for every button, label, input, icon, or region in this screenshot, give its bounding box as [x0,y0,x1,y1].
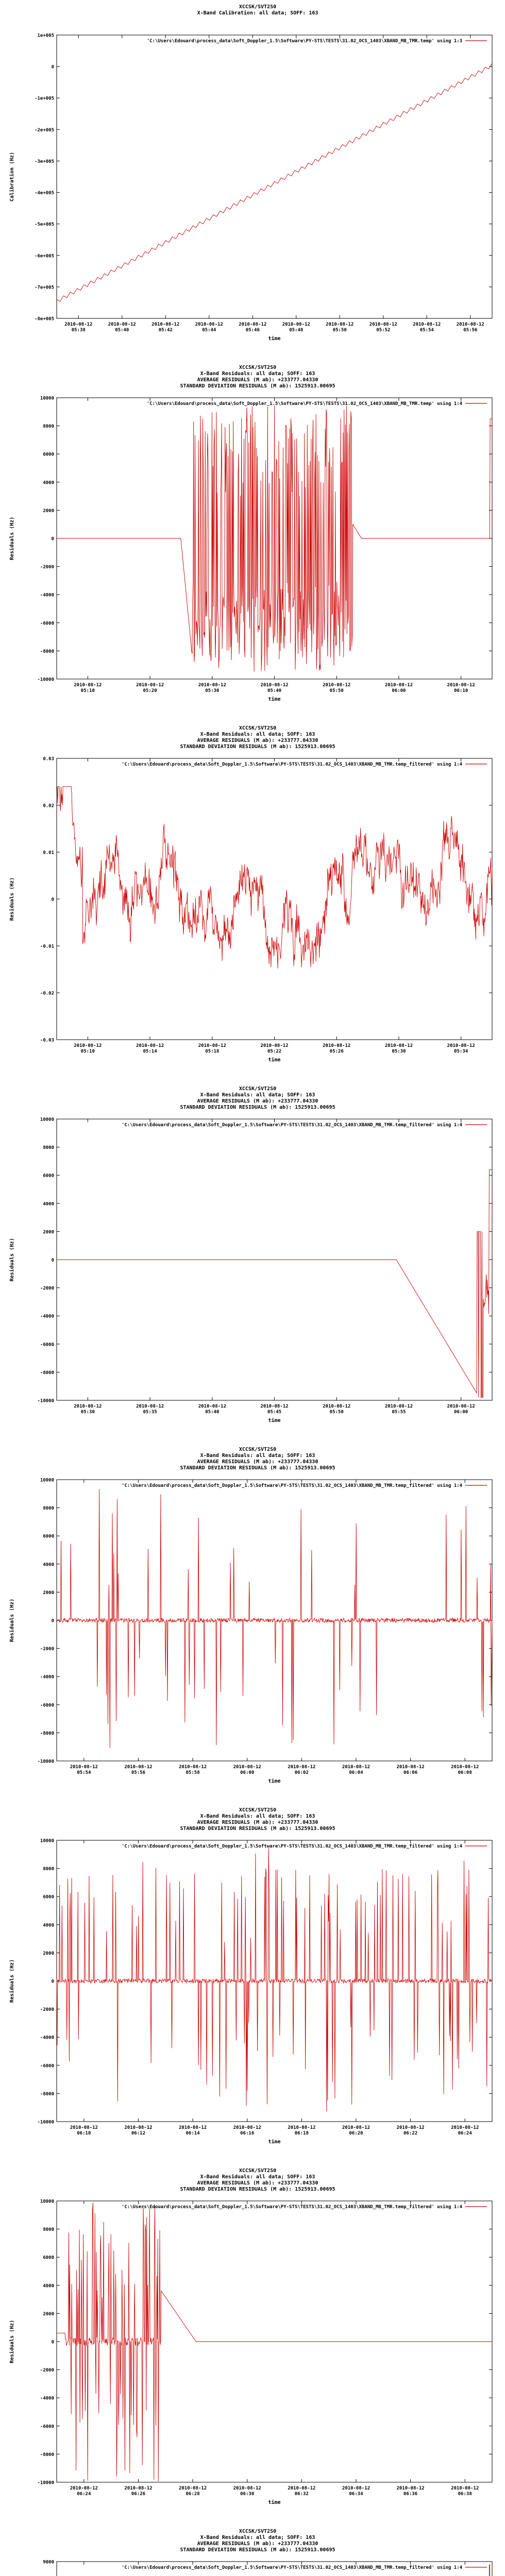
x-tick-label: 06:24 [458,2131,472,2136]
x-tick-label: 05:44 [202,328,216,333]
chart-panel-5 [0,1443,505,1803]
x-tick-label: 2010-08-12 [136,1404,164,1409]
x-tick-label: 05:40 [205,1410,220,1415]
x-tick-label: 2010-08-12 [178,2486,207,2491]
series-line [57,787,492,969]
x-tick-label: 2010-08-12 [260,1404,289,1409]
series-line [57,1848,492,2111]
x-tick-label: 2010-08-12 [396,2125,425,2130]
y-tick-label: 0 [51,64,54,70]
plot-frame [57,758,492,1040]
x-tick-label: 05:54 [419,328,434,333]
y-tick-label: 6000 [43,2255,54,2261]
chart-title-line: AVERAGE RESIDUALS (M ab): +233777.04330 [197,738,318,743]
y-tick-label: -6000 [40,2063,54,2069]
y-tick-label: 0.02 [43,803,54,809]
y-tick-label: -5e+005 [35,222,54,228]
x-tick-label: 05:10 [80,1049,95,1054]
x-tick-label: 2010-08-12 [74,1404,102,1409]
y-tick-label: -4e+005 [35,191,54,196]
chart-title-line: STANDARD DEVIATION RESIDUALS (M ab): 1525913.00695 [180,383,335,389]
chart-title-line: STANDARD DEVIATION RESIDUALS (M ab): 1525913.00695 [180,2547,335,2553]
x-tick-label: 06:20 [349,2131,363,2136]
y-tick-label: -6000 [40,1342,54,1348]
x-tick-label: 06:30 [240,2492,255,2497]
y-axis-label: Residuals (Hz) [9,1598,15,1642]
y-tick-label: 8000 [43,1867,54,1872]
x-tick-label: 05:50 [332,328,347,333]
chart-panel-6 [0,1803,505,2164]
chart-title-line: XCCSK/SVT2S0 [239,1807,277,1813]
chart-title-line: AVERAGE RESIDUALS (M ab): +233777.04330 [197,377,318,383]
x-tick-label: 2010-08-12 [288,1765,316,1770]
plot-frame [57,35,492,318]
plot-frame [57,1480,492,1761]
y-tick-label: 2000 [43,1951,54,1956]
y-tick-label: 8000 [43,1506,54,1512]
x-tick-label: 05:56 [131,1770,145,1775]
y-tick-label: 10000 [40,1478,54,1483]
y-tick-label: -4000 [40,1314,54,1319]
x-tick-label: 06:02 [294,1770,309,1775]
legend-label: 'C:\Users\Edouard\process_data\Soft_Doppler_1.5\Software\PY-STS\TESTS\31.02_OCS_1403\XBAND_MB_TMR.temp_filtered' using 1:4 [121,2565,462,2570]
x-tick-label: 2010-08-12 [384,1043,413,1048]
y-tick-label: 0.03 [43,756,54,762]
x-tick-label: 2010-08-12 [74,683,102,688]
x-tick-label: 05:14 [143,1049,157,1054]
y-tick-label: -8000 [40,1731,54,1736]
x-tick-label: 2010-08-12 [260,683,289,688]
x-tick-label: 05:58 [186,1770,200,1775]
y-tick-label: 2000 [43,508,54,514]
chart-title-line: X-Band Calibration: all data; SOFF: 163 [197,10,318,16]
y-tick-label: -7e+005 [35,285,54,291]
x-tick-label: 2010-08-12 [396,2486,425,2491]
x-tick-label: 2010-08-12 [74,1043,102,1048]
chart-title-line: STANDARD DEVIATION RESIDUALS (M ab): 1525913.00695 [180,1826,335,1832]
x-tick-label: 2010-08-12 [282,322,310,327]
x-axis-label: time [268,1778,281,1784]
x-tick-label: 06:10 [454,688,468,693]
y-tick-label: 2000 [43,1229,54,1235]
x-tick-label: 06:32 [294,2492,309,2497]
x-tick-label: 2010-08-12 [369,322,397,327]
y-axis-label: Residuals (Hz) [9,877,15,921]
y-tick-label: -4000 [40,2035,54,2041]
x-axis-label: time [268,697,281,702]
x-tick-label: 06:06 [403,1770,418,1775]
chart-title-line: XCCSK/SVT2S0 [239,1447,277,1452]
x-tick-label: 2010-08-12 [195,322,223,327]
x-tick-label: 2010-08-12 [288,2486,316,2491]
x-tick-label: 05:40 [267,688,282,693]
chart-title-line: AVERAGE RESIDUALS (M ab): +233777.04330 [197,1459,318,1465]
y-tick-label: 1e+005 [37,33,54,39]
x-tick-label: 2010-08-12 [70,1765,98,1770]
chart-title-line: STANDARD DEVIATION RESIDUALS (M ab): 1525913.00695 [180,2187,335,2192]
y-tick-label: -10000 [37,2480,54,2486]
y-tick-label: -4000 [40,592,54,598]
x-tick-label: 06:12 [131,2131,145,2136]
legend-label: 'C:\Users\Edouard\process_data\Soft_Doppler_1.5\Software\PY-STS\TESTS\31.02_OCS_1403\XBAND_MB_TMR.temp' using 1:3 [146,39,462,44]
legend-label: 'C:\Users\Edouard\process_data\Soft_Doppler_1.5\Software\PY-STS\TESTS\31.02_OCS_1403\XBAND_MB_TMR.temp_filtered' using 1:4 [121,1123,462,1128]
x-tick-label: 2010-08-12 [136,683,164,688]
y-axis-label: Residuals (Hz) [9,1238,15,1282]
legend-label: 'C:\Users\Edouard\process_data\Soft_Doppler_1.5\Software\PY-STS\TESTS\31.02_OCS_1403\XBAND_MB_TMR.temp_filtered' using 1:4 [121,762,462,767]
x-tick-label: 2010-08-12 [70,2125,98,2130]
x-tick-label: 2010-08-12 [451,1765,479,1770]
y-tick-label: -6000 [40,621,54,626]
chart-title-line: AVERAGE RESIDUALS (M ab): +233777.04330 [197,2541,318,2547]
y-axis-label: Calibration (Hz) [9,151,15,202]
x-tick-label: 2010-08-12 [260,1043,289,1048]
y-tick-label: 0 [51,2340,54,2345]
x-tick-label: 05:40 [115,328,129,333]
y-tick-label: 4000 [43,480,54,486]
y-tick-label: 8000 [43,424,54,430]
x-tick-label: 05:30 [392,1049,406,1054]
y-tick-label: -8000 [40,649,54,654]
y-axis-label: Residuals (Hz) [9,516,15,561]
x-tick-label: 05:26 [329,1049,344,1054]
y-tick-label: 10000 [40,1838,54,1844]
chart-title-line: XCCSK/SVT2S0 [239,1086,277,1092]
x-tick-label: 05:50 [329,688,344,693]
x-tick-label: 05:56 [463,328,478,333]
x-tick-label: 06:22 [403,2131,418,2136]
chart-title-line: XCCSK/SVT2S0 [239,365,277,370]
x-tick-label: 06:38 [458,2492,472,2497]
y-tick-label: -4000 [40,1674,54,1680]
x-axis-label: time [268,336,281,342]
y-tick-label: -10000 [37,1759,54,1765]
x-tick-label: 05:35 [143,1410,157,1415]
chart-panel-2 [0,361,505,721]
y-tick-label: 0 [51,897,54,903]
x-tick-label: 2010-08-12 [447,683,475,688]
y-tick-label: -8000 [40,1370,54,1376]
x-tick-label: 06:26 [131,2492,145,2497]
x-tick-label: 2010-08-12 [124,1765,153,1770]
x-tick-label: 06:36 [403,2492,418,2497]
y-tick-label: 4000 [43,1201,54,1207]
series-line [57,1170,492,1397]
x-tick-label: 05:20 [143,688,157,693]
chart-title-line: X-Band Residuals: all data; SOFF: 163 [200,732,315,737]
x-axis-label: time [268,2139,281,2145]
y-tick-label: 4000 [43,2283,54,2289]
y-tick-label: 2000 [43,2311,54,2317]
x-tick-label: 05:54 [77,1770,91,1775]
x-tick-label: 05:38 [71,328,86,333]
y-tick-label: 4000 [43,1562,54,1568]
x-tick-label: 2010-08-12 [447,1043,475,1048]
x-tick-label: 06:00 [454,1410,468,1415]
y-tick-label: 6000 [43,1534,54,1539]
x-tick-label: 05:30 [80,1410,95,1415]
x-tick-label: 2010-08-12 [384,683,413,688]
y-tick-label: -6e+005 [35,253,54,259]
x-tick-label: 2010-08-12 [233,2125,261,2130]
legend-label: 'C:\Users\Edouard\process_data\Soft_Doppler_1.5\Software\PY-STS\TESTS\31.02_OCS_1403\XBAND_MB_TMR.temp_filtered' using 1:4 [121,2205,462,2210]
y-tick-label: -10000 [37,677,54,683]
x-tick-label: 2010-08-12 [413,322,441,327]
x-tick-label: 2010-08-12 [70,2486,98,2491]
x-tick-label: 2010-08-12 [323,683,351,688]
y-tick-label: -2e+005 [35,127,54,133]
x-tick-label: 05:50 [329,1410,344,1415]
x-tick-label: 06:04 [349,1770,363,1775]
x-tick-label: 05:45 [267,1410,282,1415]
series-line [57,63,492,301]
y-tick-label: -4000 [40,2396,54,2401]
x-tick-label: 06:14 [186,2131,200,2136]
x-tick-label: 05:34 [454,1049,468,1054]
y-tick-label: -0.02 [40,991,54,996]
x-tick-label: 06:24 [77,2492,91,2497]
chart-title-line: AVERAGE RESIDUALS (M ab): +233777.04330 [197,2180,318,2186]
chart-title-line: STANDARD DEVIATION RESIDUALS (M ab): 1525913.00695 [180,1465,335,1471]
x-tick-label: 06:08 [458,1770,472,1775]
x-tick-label: 06:00 [392,688,406,693]
legend-label: 'C:\Users\Edouard\process_data\Soft_Doppler_1.5\Software\PY-STS\TESTS\31.02_OCS_1403\XBAND_MB_TMR.temp_filtered' using 1:4 [121,1483,462,1488]
y-tick-label: 9000 [43,2560,54,2565]
x-tick-label: 2010-08-12 [288,2125,316,2130]
series-line [57,2202,492,2481]
x-tick-label: 2010-08-12 [108,322,136,327]
x-tick-label: 2010-08-12 [233,2486,261,2491]
y-tick-label: -2000 [40,565,54,570]
x-tick-label: 2010-08-12 [198,1404,226,1409]
x-tick-label: 2010-08-12 [124,2125,153,2130]
y-tick-label: 0 [51,1258,54,1263]
chart-title-line: XCCSK/SVT2S0 [239,2168,277,2174]
x-tick-label: 2010-08-12 [178,2125,207,2130]
y-tick-label: 0 [51,536,54,542]
x-tick-label: 05:30 [205,688,220,693]
x-tick-label: 06:34 [349,2492,363,2497]
x-tick-label: 2010-08-12 [342,2125,371,2130]
y-tick-label: -3e+005 [35,159,54,164]
x-tick-label: 05:48 [289,328,304,333]
x-tick-label: 06:28 [186,2492,200,2497]
x-tick-label: 05:42 [158,328,173,333]
y-tick-label: 0 [51,1979,54,1985]
y-tick-label: -8000 [40,2091,54,2097]
legend-label: 'C:\Users\Edouard\process_data\Soft_Doppler_1.5\Software\PY-STS\TESTS\31.02_OCS_1403\XBAND_MB_TMR.temp_filtered' using 1:4 [121,1844,462,1849]
chart-title-line: X-Band Residuals: all data; SOFF: 163 [200,1453,315,1459]
x-tick-label: 06:16 [240,2131,255,2136]
y-tick-label: -10000 [37,1398,54,1404]
x-tick-label: 2010-08-12 [178,1765,207,1770]
y-tick-label: 6000 [43,1894,54,1900]
y-tick-label: -8000 [40,2452,54,2458]
chart-title-line: X-Band Residuals: all data; SOFF: 163 [200,1814,315,1819]
y-tick-label: -8e+005 [35,316,54,322]
y-tick-label: -10000 [37,2120,54,2125]
x-tick-label: 05:52 [376,328,391,333]
x-tick-label: 05:46 [245,328,260,333]
x-tick-label: 2010-08-12 [396,1765,425,1770]
y-tick-label: 8000 [43,1145,54,1151]
x-tick-label: 2010-08-12 [323,1404,351,1409]
y-tick-label: -0.03 [40,1038,54,1043]
chart-title-line: STANDARD DEVIATION RESIDUALS (M ab): 1525913.00695 [180,744,335,750]
chart-title-line: STANDARD DEVIATION RESIDUALS (M ab): 1525913.00695 [180,1105,335,1110]
y-tick-label: 8000 [43,2227,54,2233]
legend-label: 'C:\Users\Edouard\process_data\Soft_Doppler_1.5\Software\PY-STS\TESTS\31.02_OCS_1403\XBAND_MB_TMR.temp' using 1:4 [146,401,462,406]
x-tick-label: 2010-08-12 [198,683,226,688]
x-tick-label: 2010-08-12 [64,322,93,327]
y-tick-label: 10000 [40,396,54,401]
x-tick-label: 2010-08-12 [326,322,354,327]
y-tick-label: -2000 [40,2007,54,2013]
chart-title-line: X-Band Residuals: all data; SOFF: 163 [200,2174,315,2180]
x-tick-label: 06:00 [240,1770,255,1775]
y-tick-label: -6000 [40,2424,54,2430]
y-tick-label: -2000 [40,1647,54,1652]
chart-title-line: X-Band Residuals: all data; SOFF: 163 [200,2535,315,2540]
x-tick-label: 2010-08-12 [198,1043,226,1048]
y-tick-label: 10000 [40,1117,54,1123]
chart-title-line: AVERAGE RESIDUALS (M ab): +233777.04330 [197,1098,318,1104]
y-tick-label: 2000 [43,1590,54,1596]
chart-panel-4 [0,1082,505,1443]
x-axis-label: time [268,2500,281,2505]
y-tick-label: -6000 [40,1703,54,1708]
chart-panel-7 [0,2164,505,2524]
x-tick-label: 2010-08-12 [447,1404,475,1409]
chart-panel-8 [0,2524,505,2576]
x-tick-label: 2010-08-12 [451,2486,479,2491]
x-tick-label: 2010-08-12 [239,322,267,327]
x-tick-label: 2010-08-12 [233,1765,261,1770]
chart-title-line: XCCSK/SVT2S0 [239,4,277,10]
x-axis-label: time [268,1057,281,1063]
y-tick-label: -2000 [40,2368,54,2374]
x-tick-label: 05:18 [205,1049,220,1054]
x-tick-label: 2010-08-12 [136,1043,164,1048]
chart-panel-1 [0,0,505,361]
chart-title-line: AVERAGE RESIDUALS (M ab): +233777.04330 [197,1820,318,1825]
x-tick-label: 2010-08-12 [451,2125,479,2130]
x-tick-label: 2010-08-12 [323,1043,351,1048]
x-tick-label: 2010-08-12 [342,2486,371,2491]
x-tick-label: 05:10 [80,688,95,693]
chart-title-line: XCCSK/SVT2S0 [239,725,277,731]
y-tick-label: 4000 [43,1923,54,1928]
y-tick-label: 6000 [43,452,54,457]
y-tick-label: -0.01 [40,944,54,950]
x-tick-label: 05:22 [267,1049,282,1054]
x-tick-label: 06:18 [294,2131,309,2136]
y-tick-label: 0 [51,1618,54,1624]
y-tick-label: -1e+005 [35,96,54,101]
y-tick-label: 10000 [40,2199,54,2205]
x-tick-label: 2010-08-12 [384,1404,413,1409]
chart-title-line: X-Band Residuals: all data; SOFF: 163 [200,1092,315,1098]
y-tick-label: 0.01 [43,850,54,856]
x-tick-label: 06:10 [77,2131,91,2136]
x-tick-label: 2010-08-12 [456,322,484,327]
chart-title-line: X-Band Residuals: all data; SOFF: 163 [200,371,315,377]
y-axis-label: Residuals (Hz) [9,2319,15,2364]
series-line [57,1489,492,1748]
y-tick-label: 6000 [43,1173,54,1179]
chart-panel-3 [0,721,505,1082]
x-tick-label: 05:55 [392,1410,406,1415]
x-tick-label: 2010-08-12 [124,2486,153,2491]
x-tick-label: 2010-08-12 [152,322,180,327]
y-tick-label: -2000 [40,1286,54,1292]
x-axis-label: time [268,1418,281,1423]
series-line [57,405,492,671]
x-tick-label: 2010-08-12 [342,1765,371,1770]
y-axis-label: Residuals (Hz) [9,1959,15,2003]
chart-title-line: XCCSK/SVT2S0 [239,2529,277,2534]
